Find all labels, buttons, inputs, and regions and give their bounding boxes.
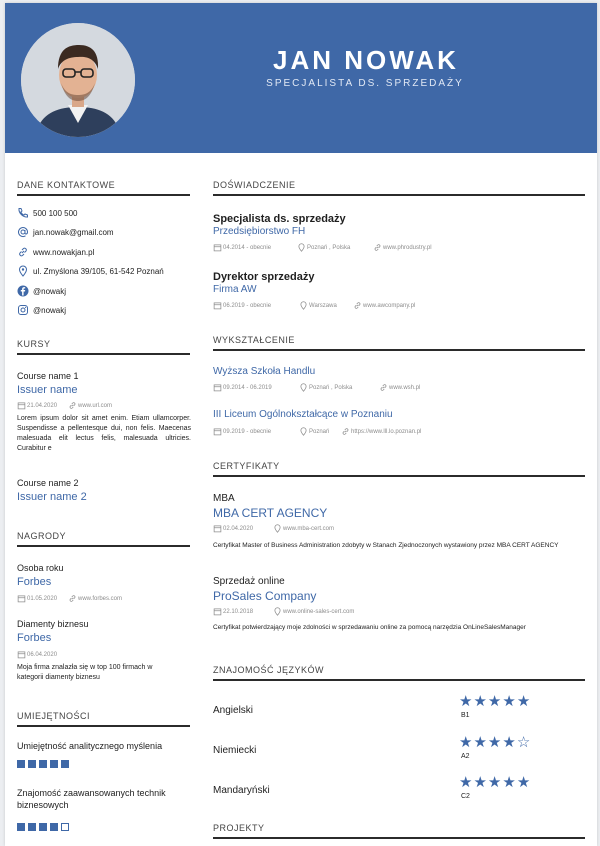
certificate-organization: ProSales Company (213, 589, 317, 603)
education-heading: WYKSZTAŁCENIE (213, 335, 295, 345)
calendar-icon (17, 650, 26, 659)
language-rating (459, 773, 531, 791)
job-company: Firma AW (213, 284, 257, 295)
star-filled-icon: ★ (502, 774, 517, 791)
skill-square-filled (61, 760, 69, 768)
instagram-icon (17, 304, 29, 316)
certificate-date: 02.04.2020 (223, 526, 254, 532)
language-level: B1 (461, 712, 470, 719)
calendar-icon (17, 594, 26, 603)
skill-square-filled (50, 823, 58, 831)
experience-heading: DOŚWIADCZENIE (213, 180, 296, 190)
school-location: Poznań (309, 429, 330, 435)
award-organization: Forbes (17, 632, 52, 644)
contact-email[interactable]: jan.nowak@gmail.com (33, 228, 114, 237)
globe-icon (273, 524, 282, 533)
divider (17, 545, 190, 547)
award-name: Diamenty biznesu (17, 619, 89, 629)
facebook-icon (17, 285, 29, 297)
star-filled-icon: ★ (459, 734, 474, 751)
skill-square-filled (39, 823, 47, 831)
course-description: Lorem ipsum dolor sit amet enim. Etiam ullamcorper. Suspendisse a pellentesque dui, non felis. Maecenas malesuada elit lectus felis, malesuada ultricies. Curabitur e (17, 415, 191, 452)
link-icon (353, 301, 362, 310)
profile-photo (21, 23, 135, 137)
award-description: Moja firma znalazła się w top 100 firmach w kategorii diamenty biznesu (17, 664, 153, 681)
school-url[interactable]: www.wsh.pl (389, 385, 421, 391)
skill-square-filled (17, 760, 25, 768)
star-filled-icon: ★ (473, 734, 488, 751)
location-pin-icon (297, 243, 306, 252)
skill-square-filled (50, 760, 58, 768)
skill-square-filled (28, 823, 36, 831)
location-pin-icon (299, 301, 308, 310)
star-filled-icon: ★ (459, 693, 474, 710)
certificate-name: Sprzedaż online (213, 576, 285, 587)
job-location: Warszawa (309, 303, 337, 309)
job-company: Przedsiębiorstwo FH (213, 226, 306, 237)
candidate-name: JAN NOWAK (273, 45, 459, 75)
job-url[interactable]: www.phrodustry.pl (383, 245, 432, 251)
star-filled-icon: ★ (473, 774, 488, 791)
contact-heading: DANE KONTAKTOWE (17, 180, 116, 190)
languages-heading: ZNAJOMOŚĆ JĘZYKÓW (213, 665, 325, 675)
certificate-url[interactable]: www.online-sales-cert.com (283, 609, 355, 615)
skill-square-filled (28, 760, 36, 768)
star-filled-icon: ★ (487, 693, 503, 710)
job-role: Dyrektor sprzedaży (213, 271, 315, 283)
contact-address: ul. Zmyślona 39/105, 61-542 Poznań (33, 267, 164, 276)
certificate-url[interactable]: www.mba-cert.com (283, 526, 335, 532)
divider (213, 837, 585, 839)
school-url[interactable]: https://www.lll.lo.poznan.pl (351, 429, 422, 435)
location-pin-icon (17, 265, 29, 277)
divider (17, 353, 190, 355)
phone-icon (17, 207, 29, 219)
calendar-icon (213, 383, 222, 392)
calendar-icon (213, 607, 222, 616)
contact-website[interactable]: www.nowakjan.pl (33, 248, 95, 257)
job-date: 04.2014 - obecnie (223, 245, 272, 251)
award-url[interactable]: www.forbes.com (78, 596, 123, 602)
contact-instagram[interactable]: @nowakj (33, 306, 67, 315)
link-icon (17, 246, 29, 258)
certificates-heading: CERTYFIKATY (213, 461, 280, 471)
school-date: 09.2014 - 06.2019 (223, 385, 272, 391)
award-name: Osoba roku (17, 563, 64, 573)
resume-page (5, 3, 597, 846)
projects-heading: PROJEKTY (213, 823, 265, 833)
calendar-icon (213, 524, 222, 533)
certificate-date: 22.10.2018 (223, 609, 254, 615)
job-role: Specjalista ds. sprzedaży (213, 213, 346, 225)
language-level: C2 (461, 793, 470, 800)
certificate-organization: MBA CERT AGENCY (213, 506, 328, 520)
star-empty-icon: ☆ (516, 734, 532, 751)
course-issuer: Issuer name 2 (17, 491, 87, 503)
link-icon (379, 383, 388, 392)
star-filled-icon: ★ (487, 774, 503, 791)
certificate-description: Certyfikat potwierdzający moje zdolności w sprzedawaniu online za pomocą narzędzia OnLineSalesManager (213, 624, 526, 631)
location-pin-icon (299, 383, 308, 392)
skill-square-filled (39, 760, 47, 768)
star-filled-icon: ★ (516, 774, 532, 791)
language-rating (459, 733, 531, 751)
star-filled-icon: ★ (487, 734, 503, 751)
calendar-icon (213, 243, 222, 252)
job-date: 06.2019 - obecnie (223, 303, 272, 309)
course-url[interactable]: www.url.com (78, 403, 113, 409)
language-rating (459, 692, 531, 710)
link-icon (341, 427, 350, 436)
calendar-icon (213, 301, 222, 310)
school-location: Poznań , Polska (309, 385, 353, 391)
skill-name: Umiejętność analitycznego myślenia (17, 741, 163, 751)
link-icon (373, 243, 382, 252)
certificate-description: Certyfikat Master of Business Administration zdobyty w Stanach Zjednoczonych wystawiony przez MBA CERT AGENCY (213, 542, 559, 549)
skill-square-empty (61, 823, 69, 831)
award-organization: Forbes (17, 576, 52, 588)
job-location: Poznań , Polska (307, 245, 351, 251)
at-icon (17, 226, 29, 238)
link-icon (68, 594, 77, 603)
star-filled-icon: ★ (516, 693, 532, 710)
globe-icon (273, 607, 282, 616)
header-banner (5, 3, 597, 153)
star-filled-icon: ★ (502, 734, 517, 751)
divider (17, 725, 190, 727)
skills-heading: UMIEJĘTNOŚCI (17, 711, 91, 721)
school-name: Wyższa Szkoła Handlu (213, 366, 316, 377)
school-name: III Liceum Ogólnokształcące w Poznaniu (213, 409, 393, 420)
awards-heading: NAGRODY (17, 531, 67, 541)
skill-square-filled (17, 823, 25, 831)
language-name: Mandaryński (213, 785, 270, 796)
candidate-title: SPECJALISTA DS. SPRZEDAŻY (266, 78, 464, 89)
language-name: Niemiecki (213, 745, 257, 756)
calendar-icon (213, 427, 222, 436)
divider (213, 349, 585, 351)
star-filled-icon: ★ (459, 774, 474, 791)
course-name: Course name 2 (17, 478, 79, 488)
divider (213, 475, 585, 477)
calendar-icon (17, 401, 26, 410)
skill-name: Znajomość zaawansowanych technik biznesowych (17, 788, 166, 810)
contact-phone: 500 100 500 (33, 209, 78, 218)
course-name: Course name 1 (17, 371, 79, 381)
language-name: Angielski (213, 705, 254, 716)
divider (213, 194, 585, 196)
job-url[interactable]: www.awcompany.pl (363, 303, 416, 309)
star-filled-icon: ★ (473, 693, 488, 710)
contact-facebook[interactable]: @nowakj (33, 287, 67, 296)
divider (17, 194, 190, 196)
language-level: A2 (461, 753, 470, 760)
courses-heading: KURSY (17, 339, 51, 349)
divider (213, 679, 585, 681)
award-date: 06.04.2020 (27, 652, 58, 658)
course-issuer: Issuer name (17, 384, 78, 396)
link-icon (68, 401, 77, 410)
school-date: 09.2019 - obecnie (223, 429, 272, 435)
course-date: 21.04.2020 (27, 403, 58, 409)
location-pin-icon (299, 427, 308, 436)
award-date: 01.05.2020 (27, 596, 58, 602)
certificate-name: MBA (213, 493, 235, 504)
star-filled-icon: ★ (502, 693, 517, 710)
